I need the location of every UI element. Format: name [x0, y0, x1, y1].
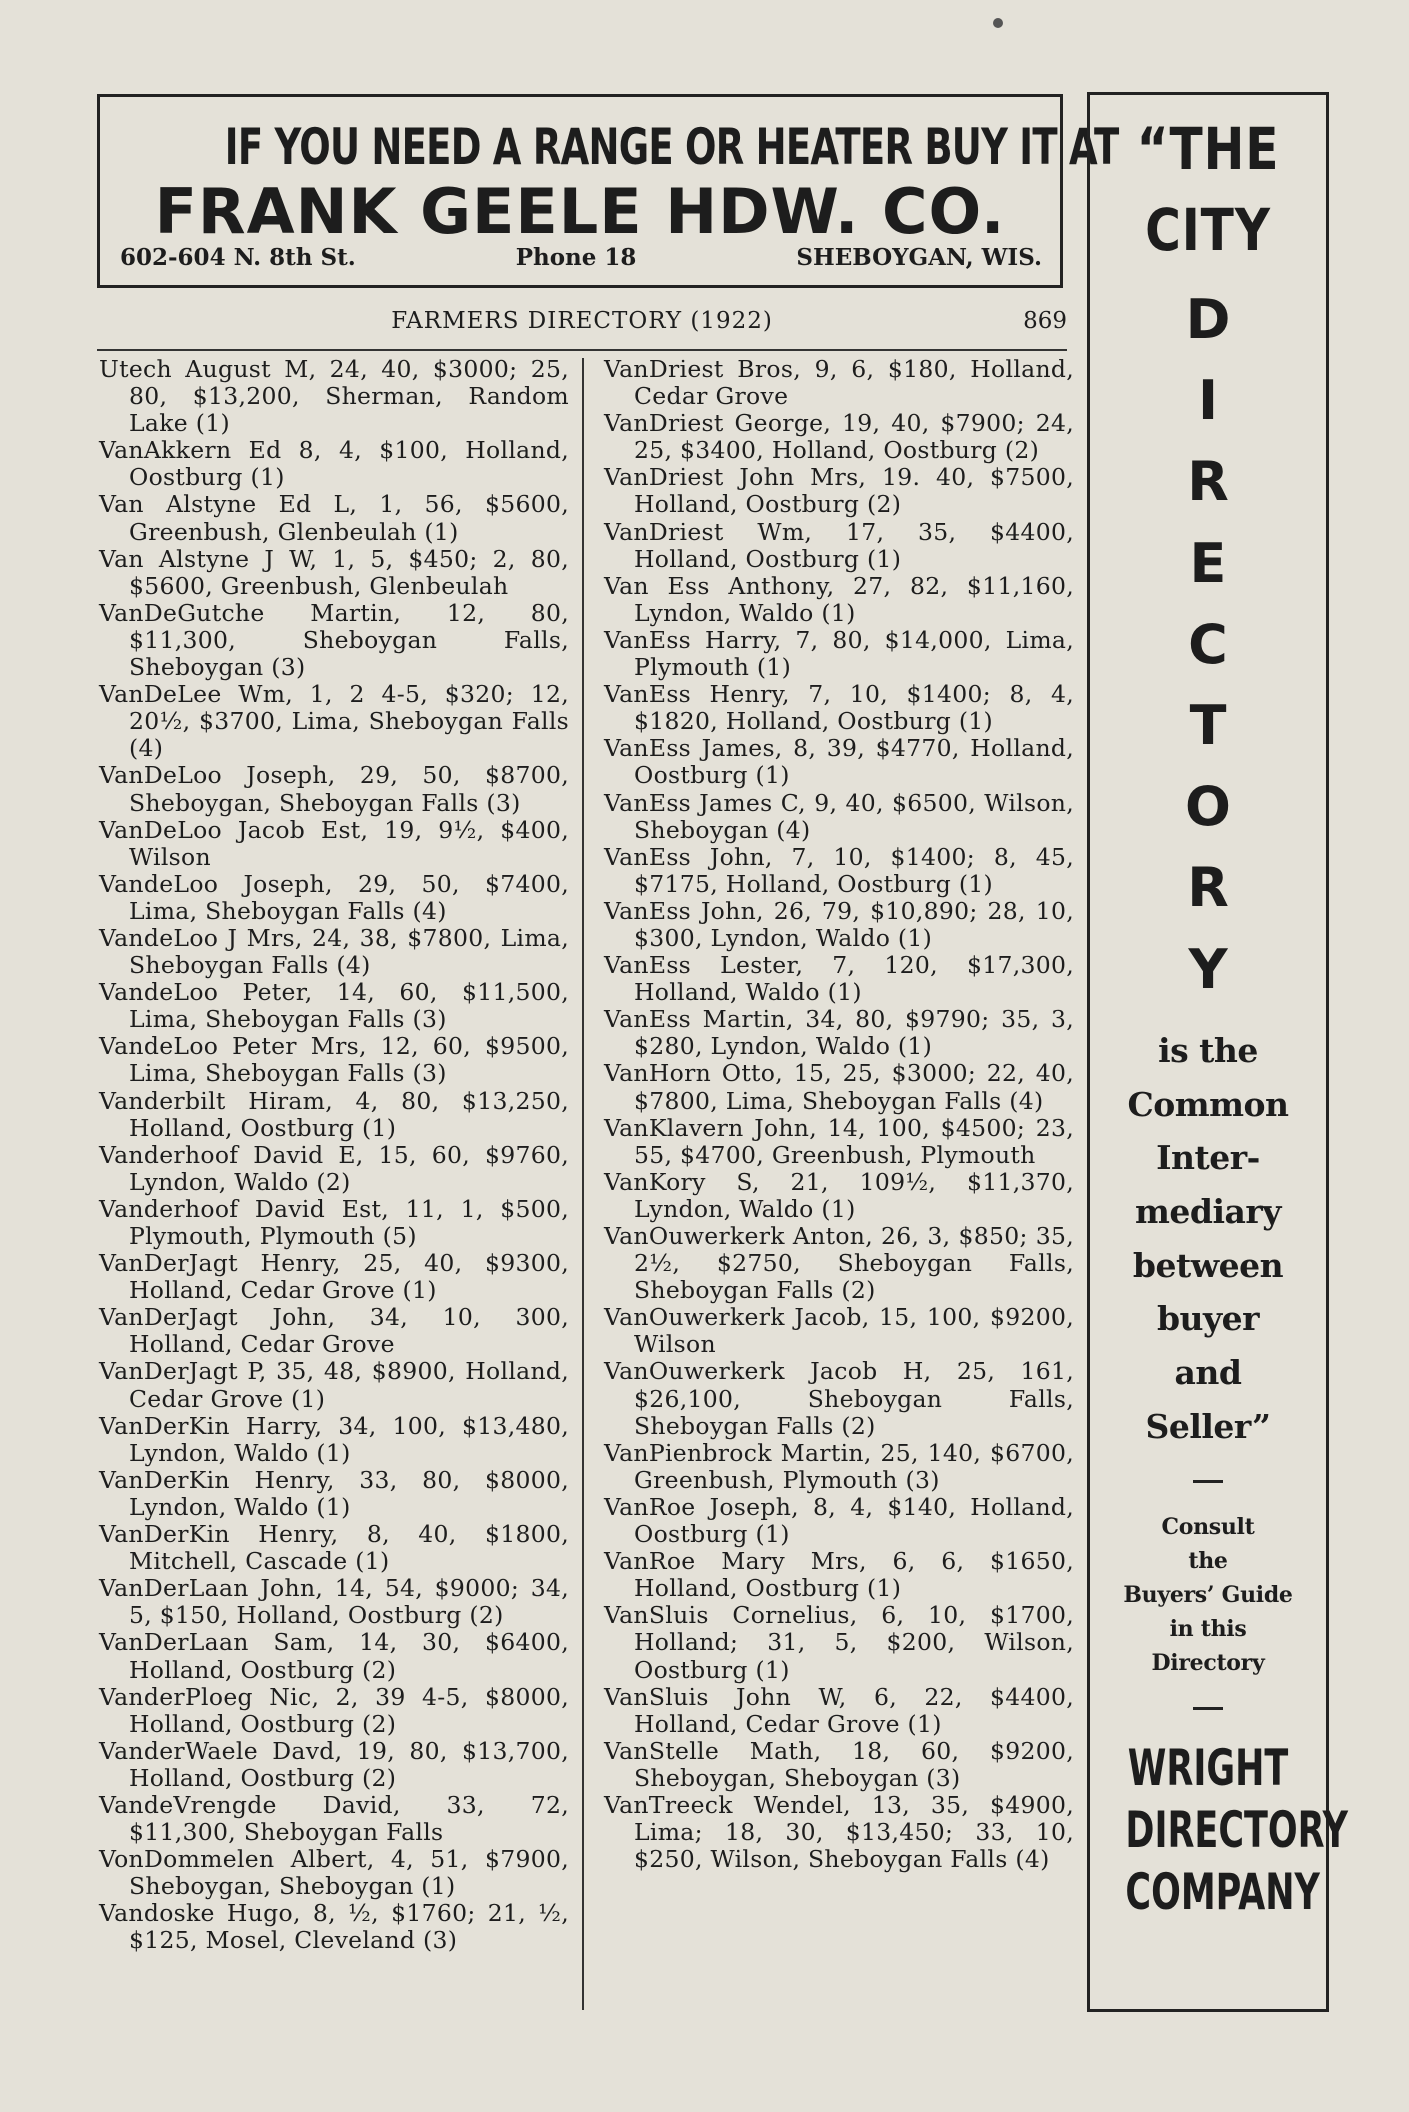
directory-entry: VanDeLoo Jacob Est, 19, 9½, $400, Wilson — [99, 815, 569, 871]
directory-entry: VandeLoo Peter Mrs, 12, 60, $9500, Lima, Sheboygan Falls (3) — [99, 1032, 569, 1088]
directory-entry: VanDeLoo Joseph, 29, 50, $8700, Sheboygan, Sheboygan Falls (3) — [99, 761, 569, 817]
ad-headline: IF YOU NEED A RANGE OR HEATER BUY IT AT — [224, 118, 1119, 176]
directory-entry: VanDerKin Henry, 8, 40, $1800, Mitchell, Cascade (1) — [99, 1520, 569, 1576]
directory-entry: VandeLoo Peter, 14, 60, $11,500, Lima, Sheboygan Falls (3) — [99, 978, 569, 1034]
sidebar-company-line: WRIGHT — [1127, 1739, 1289, 1798]
sidebar-heading-city: CITY — [1145, 196, 1271, 264]
sidebar-company-name — [1090, 1737, 1349, 1923]
directory-entry: VanOuwerkerk Jacob, 15, 100, $9200, Wilson — [604, 1303, 1074, 1359]
sidebar-letter: R — [1187, 856, 1229, 920]
sidebar-letter: D — [1185, 288, 1231, 351]
sidebar-letter: I — [1197, 369, 1219, 433]
directory-entry: VanDeGutche Martin, 12, 80, $11,300, Sheboygan Falls, Sheboygan (3) — [99, 598, 569, 682]
directory-entry: VanDriest Bros, 9, 6, $180, Holland, Cedar Grove — [604, 355, 1074, 411]
directory-entry: VanOuwerkerk Anton, 26, 3, $850; 35, 2½, $2750, Sheboygan Falls, Sheboygan Falls (2) — [604, 1222, 1074, 1305]
directory-entry: VanEss John, 26, 79, $10,890; 28, 10, $300, Lyndon, Waldo (1) — [604, 896, 1074, 952]
directory-entry: VanEss James, 8, 39, $4770, Holland, Oostburg (1) — [604, 734, 1074, 790]
directory-entry: Vandoske Hugo, 8, ½, $1760; 21, ½, $125, Mosel, Cleveland (3) — [99, 1899, 569, 1955]
directory-entry: Van Alstyne J W, 1, 5, $450; 2, 80, $5600, Greenbush, Glenbeulah — [99, 544, 569, 600]
directory-entry: VanKory S, 21, 109½, $11,370, Lyndon, Waldo (1) — [604, 1167, 1074, 1223]
directory-entry: Vanderbilt Hiram, 4, 80, $13,250, Holland, Oostburg (1) — [99, 1086, 569, 1142]
ad-address: 602-604 N. 8th St. — [120, 244, 356, 271]
directory-entry: VanSluis Cornelius, 6, 10, $1700, Holland; 31, 5, $200, Wilson, Oostburg (1) — [604, 1601, 1074, 1684]
sidebar-company-line: DIRECTORY — [1125, 1801, 1349, 1860]
sidebar-consult-line: Directory — [1151, 1650, 1265, 1677]
sidebar-tagline — [1090, 1024, 1326, 1454]
directory-entry: VanEss Martin, 34, 80, $9790; 35, 3, $280, Lyndon, Waldo (1) — [604, 1005, 1074, 1061]
directory-entry: Vanderhoof David E, 15, 60, $9760, Lyndon, Waldo (2) — [99, 1140, 569, 1196]
directory-entry: VanDerLaan Sam, 14, 30, $6400, Holland, Oostburg (2) — [99, 1628, 569, 1684]
sidebar-letter: T — [1189, 694, 1227, 758]
directory-entry: VanRoe Mary Mrs, 6, 6, $1650, Holland, Oostburg (1) — [604, 1547, 1074, 1603]
sidebar-dash — [1193, 1707, 1223, 1710]
directory-entry: VanEss Lester, 7, 120, $17,300, Holland, Waldo (1) — [604, 951, 1074, 1007]
city-directory-advertisement — [1087, 92, 1349, 2012]
directory-entry: VandeLoo Joseph, 29, 50, $7400, Lima, Sheboygan Falls (4) — [99, 869, 569, 925]
column-divider — [582, 358, 584, 2010]
directory-entry: Vanderhoof David Est, 11, 1, $500, Plymouth, Plymouth (5) — [99, 1194, 569, 1250]
directory-entry: VanTreeck Wendel, 13, 35, $4900, Lima; 18, 30, $13,450; 33, 10, $250, Wilson, Sheboygan Falls (4) — [604, 1790, 1074, 1874]
sidebar-letter: R — [1187, 450, 1229, 514]
directory-entry: Utech August M, 24, 40, $3000; 25, 80, $13,200, Sherman, Random Lake (1) — [99, 355, 569, 438]
sidebar-tagline-line: buyer — [1156, 1299, 1260, 1339]
directory-entry: VanDeLee Wm, 1, 2 4-5, $320; 12, 20½, $3700, Lima, Sheboygan Falls (4) — [99, 680, 569, 763]
directory-column-left — [99, 356, 569, 1955]
directory-entry: VanDriest John Mrs, 19. 40, $7500, Holland, Oostburg (2) — [604, 463, 1074, 519]
directory-entry: VanSluis John W, 6, 22, $4400, Holland, Cedar Grove (1) — [604, 1682, 1074, 1738]
directory-entry: VanDriest George, 19, 40, $7900; 24, 25, $3400, Holland, Oostburg (2) — [604, 409, 1074, 465]
ad-phone: Phone 18 — [515, 244, 637, 271]
sidebar-tagline-line: is the — [1158, 1030, 1258, 1070]
directory-entry: VanderWaele Davd, 19, 80, $13,700, Holland, Oostburg (2) — [99, 1736, 569, 1792]
directory-entry: VanEss Henry, 7, 10, $1400; 8, 4, $1820, Holland, Oostburg (1) — [604, 680, 1074, 736]
ink-speck — [993, 18, 1003, 28]
directory-entry: VanHorn Otto, 15, 25, $3000; 22, 40, $7800, Lima, Sheboygan Falls (4) — [604, 1059, 1074, 1115]
ad-city: SHEBOYGAN, WIS. — [796, 244, 1042, 271]
directory-entry: VanEss John, 7, 10, $1400; 8, 45, $7175, Holland, Oostburg (1) — [604, 842, 1074, 898]
directory-entry: VanDerJagt Henry, 25, 40, $9300, Holland, Cedar Grove (1) — [99, 1249, 569, 1305]
page-header — [97, 308, 1067, 344]
header-rule — [97, 349, 1067, 351]
directory-entry: Van Ess Anthony, 27, 82, $11,160, Lyndon, Waldo (1) — [604, 571, 1074, 627]
sidebar-consult-line: Consult — [1161, 1514, 1255, 1541]
directory-entry: VanStelle Math, 18, 60, $9200, Sheboygan, Sheboygan (3) — [604, 1736, 1074, 1792]
directory-entry: VanDriest Wm, 17, 35, $4400, Holland, Oostburg (1) — [604, 517, 1074, 573]
directory-entry: Van Alstyne Ed L, 1, 56, $5600, Greenbush, Glenbeulah (1) — [99, 490, 569, 546]
directory-entry: VandeVrengde David, 33, 72, $11,300, Sheboygan Falls — [99, 1790, 569, 1847]
directory-entry: VanEss Harry, 7, 80, $14,000, Lima, Plymouth (1) — [604, 625, 1074, 682]
sidebar-consult-line: the — [1188, 1548, 1228, 1575]
sidebar-tagline-line: Seller” — [1145, 1406, 1271, 1446]
directory-entry: VanDerKin Harry, 34, 100, $13,480, Lyndon, Waldo (1) — [99, 1411, 569, 1467]
ad-company-name: FRANK GEELE HDW. CO. — [154, 175, 1006, 248]
hardware-advertisement — [97, 94, 1119, 288]
sidebar-vertical-word — [1090, 279, 1326, 1010]
sidebar-letter: Y — [1188, 937, 1228, 1001]
sidebar-letter: O — [1185, 775, 1231, 839]
page-title: FARMERS DIRECTORY (1922) — [391, 308, 773, 334]
directory-entry: VanDerLaan John, 14, 54, $9000; 34, 5, $150, Holland, Oostburg (2) — [99, 1574, 569, 1630]
sidebar-letter: E — [1189, 531, 1227, 595]
directory-entry: VanRoe Joseph, 8, 4, $140, Holland, Oostburg (1) — [604, 1492, 1074, 1549]
sidebar-heading-the: “THE — [1136, 115, 1280, 183]
sidebar-consult-line: in this — [1169, 1616, 1247, 1643]
sidebar-tagline-line: and — [1174, 1353, 1242, 1393]
sidebar-consult-line: Buyers’ Guide — [1123, 1582, 1293, 1609]
directory-entry: VanderPloeg Nic, 2, 39 4-5, $8000, Holland, Oostburg (2) — [99, 1682, 569, 1738]
directory-entry: VandeLoo J Mrs, 24, 38, $7800, Lima, Sheboygan Falls (4) — [99, 923, 569, 980]
ad-contact-row — [120, 244, 1042, 271]
sidebar-company-line: COMPANY — [1125, 1863, 1320, 1922]
directory-entry: VanEss James C, 9, 40, $6500, Wilson, Sheboygan (4) — [604, 788, 1074, 844]
directory-entry: VanDerKin Henry, 33, 80, $8000, Lyndon, Waldo (1) — [99, 1465, 569, 1521]
sidebar-tagline-line: mediary — [1135, 1191, 1281, 1231]
directory-entry: VanOuwerkerk Jacob H, 25, 161, $26,100, Sheboygan Falls, Sheboygan Falls (2) — [604, 1357, 1074, 1440]
directory-entry: VanKlavern John, 14, 100, $4500; 23, 55, $4700, Greenbush, Plymouth — [604, 1113, 1074, 1169]
sidebar-tagline-line: Inter- — [1156, 1138, 1260, 1178]
sidebar-letter: C — [1188, 612, 1228, 676]
directory-entry: VanDerJagt P, 35, 48, $8900, Holland, Cedar Grove (1) — [99, 1357, 569, 1413]
directory-entry: VanPienbrock Martin, 25, 140, $6700, Greenbush, Plymouth (3) — [604, 1438, 1074, 1494]
sidebar-tagline-line: between — [1132, 1245, 1284, 1285]
directory-column-right — [604, 356, 1074, 1873]
page-number: 869 — [1023, 308, 1067, 334]
directory-entry: VanAkkern Ed 8, 4, $100, Holland, Oostburg (1) — [99, 436, 569, 492]
directory-entry: VanDerJagt John, 34, 10, 300, Holland, Cedar Grove — [99, 1303, 569, 1359]
sidebar-consult-note — [1090, 1510, 1326, 1680]
sidebar-dash — [1193, 1480, 1223, 1483]
sidebar-tagline-line: Common — [1127, 1084, 1289, 1124]
directory-entry: VonDommelen Albert, 4, 51, $7900, Sheboygan, Sheboygan (1) — [99, 1845, 569, 1901]
